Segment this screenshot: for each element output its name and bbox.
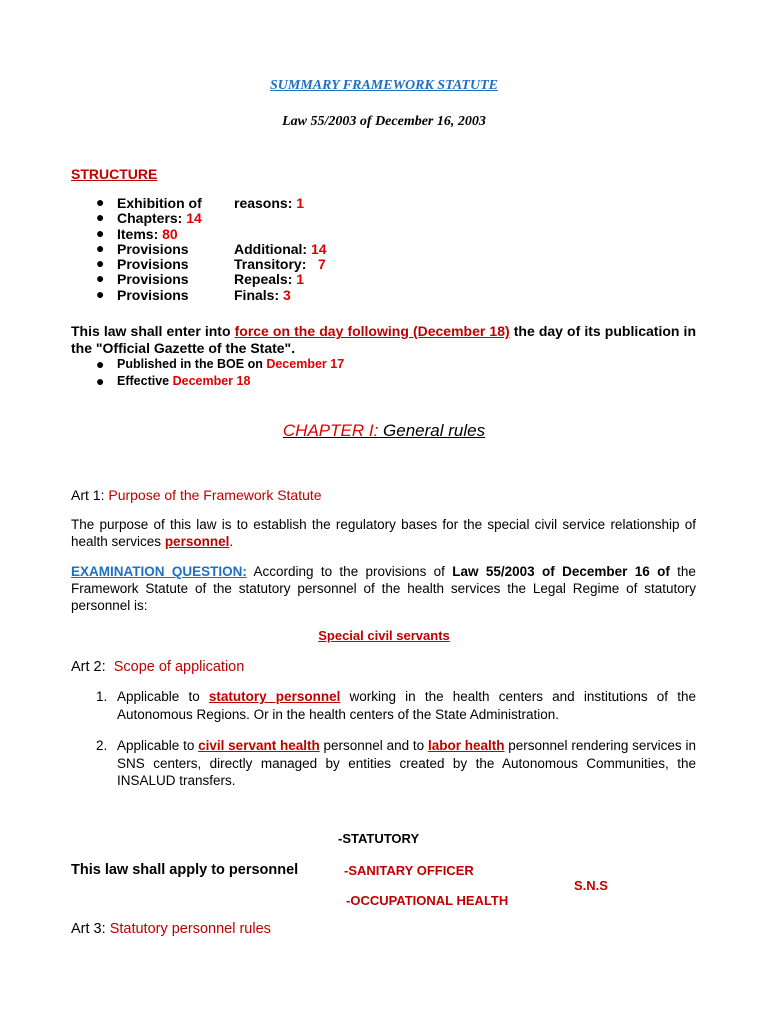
apply-to-personnel: This law shall apply to personnel [71, 862, 299, 878]
civil-servant-health-link: civil servant health [198, 738, 320, 753]
bullet-icon: ● [96, 373, 105, 389]
bullet-icon: ● [96, 255, 105, 272]
statutory-personnel-link: statutory personnel [208, 689, 341, 704]
document-title: SUMMARY FRAMEWORK STATUTE [270, 78, 498, 93]
bullet-icon: ● [96, 194, 105, 210]
personnel-link: personnel [164, 534, 230, 549]
bullet-icon: ● [96, 285, 105, 302]
labor-health-link: labor health [427, 738, 505, 753]
law-reference: Law 55/2003 of December 16, 2003 [282, 114, 486, 129]
force-date-link: force on the day following (December 18) [234, 323, 510, 339]
sns-label: S.N.S [574, 878, 608, 893]
chapter-heading: CHAPTER I: General rules [282, 421, 486, 440]
bullet-icon: ● [96, 239, 105, 256]
art1-heading: Art 1: Purpose of the Framework Statute [71, 487, 322, 503]
bullet-icon: ● [96, 270, 105, 287]
exam-label: EXAMINATION QUESTION: [71, 564, 247, 579]
structure-heading: STRUCTURE [71, 166, 158, 182]
art3-heading: Art 3: Statutory personnel rules [71, 921, 271, 937]
occupational-health-label: -OCCUPATIONAL HEALTH [346, 893, 509, 908]
art1-text: The purpose of this law is to establish the regulatory bases for the special civil service relationship of health services personnel. [71, 517, 696, 549]
bullet-icon: ● [96, 224, 105, 241]
entry-into-force-paragraph: This law shall enter into force on the day following (December 18) the day of its publication in the "Official Gazette of the State". [71, 323, 696, 356]
exam-answer: Special civil servants [318, 628, 450, 643]
bullet-icon: ● [96, 209, 105, 226]
sanitary-officer-label: -SANITARY OFFICER [344, 863, 474, 878]
statutory-label: -STATUTORY [338, 831, 420, 846]
bullet-icon: ● [96, 356, 105, 372]
art2-heading: Art 2: Scope of application [71, 659, 245, 675]
exam-question: EXAMINATION QUESTION: According to the provisions of Law 55/2003 of December 16 of the Framework Statute of the statutory personnel of the health services the Legal Regime of statutory personnel is: [71, 564, 696, 613]
